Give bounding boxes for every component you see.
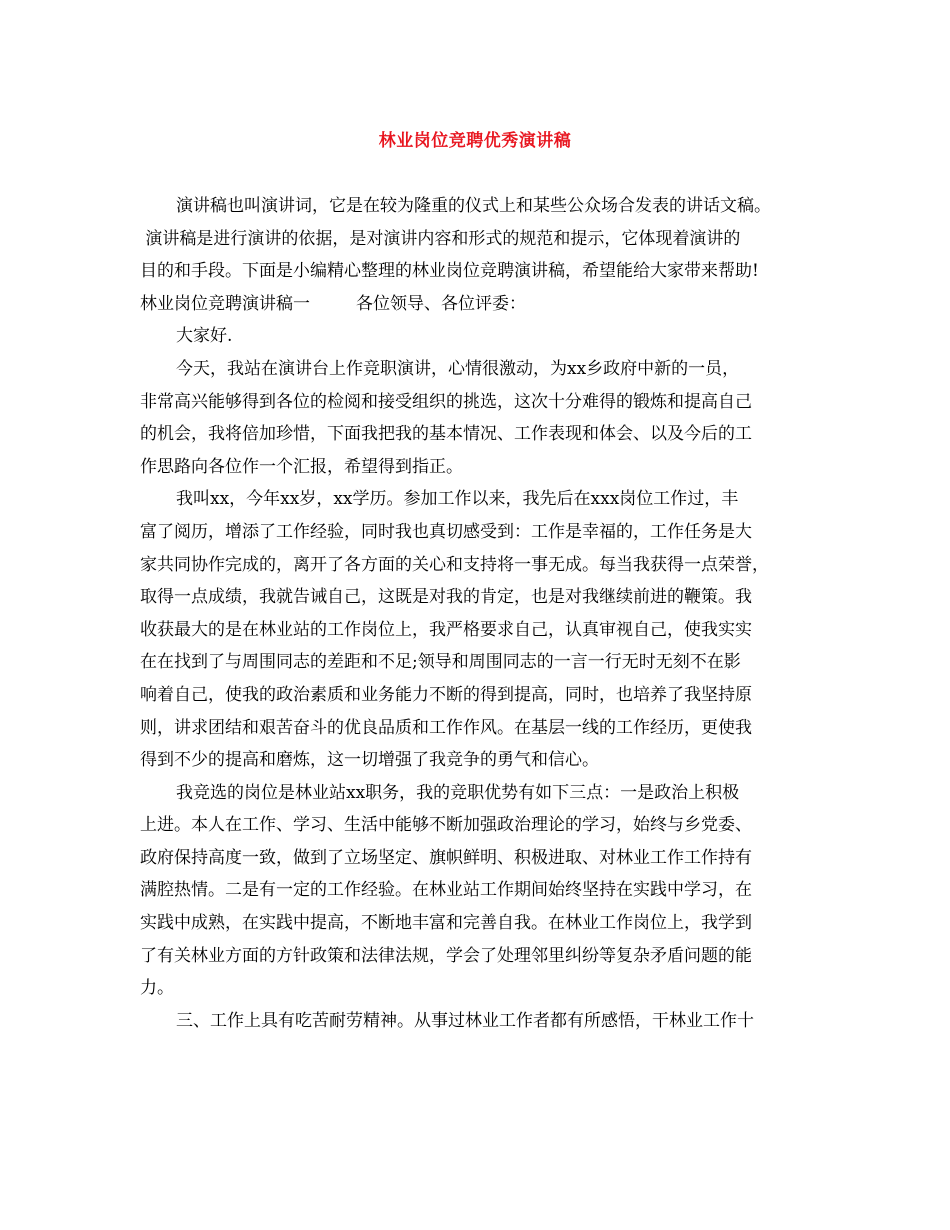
paragraph-line: 家共同协作完成的，离开了各方面的关心和支持将一事无成。每当我获得一点荣誉， bbox=[140, 554, 769, 575]
paragraph-line: 政府保持高度一致，做到了立场坚定、旗帜鲜明、积极进取、对林业工作工作持有 bbox=[140, 847, 752, 868]
paragraph-line: 三、工作上具有吃苦耐劳精神。从事过林业工作者都有所感悟，干林业工作十 bbox=[176, 1010, 754, 1031]
paragraph-line: 实践中成熟，在实践中提高，不断地丰富和完善自我。在林业工作岗位上，我学到 bbox=[140, 913, 752, 934]
paragraph-line: 满腔热情。二是有一定的工作经验。在林业站工作期间始终坚持在实践中学习，在 bbox=[140, 880, 752, 901]
paragraph-line: 目的和手段。下面是小编精心整理的林业岗位竞聘演讲稿，希望能给大家带来帮助! bbox=[140, 261, 759, 282]
paragraph-line: 富了阅历，增添了工作经验，同时我也真切感受到：工作是幸福的，工作任务是大 bbox=[140, 521, 752, 542]
paragraph-line: 的机会，我将倍加珍惜，下面我把我的基本情况、工作表现和体会、以及今后的工 bbox=[140, 424, 752, 445]
paragraph-line: 上进。本人在工作、学习、生活中能够不断加强政治理论的学习，始终与乡党委、 bbox=[140, 815, 752, 836]
salutation: 各位领导、各位评委： bbox=[356, 293, 526, 314]
paragraph-line bbox=[140, 288, 830, 321]
paragraph-line: 大家好. bbox=[176, 326, 233, 347]
paragraph-line: 响着自己，使我的政治素质和业务能力不断的得到提高，同时，也培养了我坚持原 bbox=[140, 684, 752, 705]
paragraph-line: 则，讲求团结和艰苦奋斗的优良品质和工作作风。在基层一线的工作经历，更使我 bbox=[140, 717, 752, 738]
paragraph-line: 取得一点成绩，我就告诫自己，这既是对我的肯定，也是对我继续前进的鞭策。我 bbox=[140, 587, 752, 608]
paragraph-line: 收获最大的是在林业站的工作岗位上，我严格要求自己，认真审视自己，使我实实 bbox=[140, 619, 752, 640]
paragraph-line: 得到不少的提高和磨炼，这一切增强了我竞争的勇气和信心。 bbox=[140, 750, 599, 771]
paragraph-line: 非常高兴能够得到各位的检阅和接受组织的挑选，这次十分难得的锻炼和提高自己 bbox=[140, 391, 752, 412]
paragraph-line: 了有关林业方面的方针政策和法律法规，学会了处理邻里纠纷等复杂矛盾问题的能 bbox=[140, 945, 752, 966]
section-heading: 林业岗位竞聘演讲稿一 bbox=[140, 293, 310, 314]
document-title: 林业岗位竞聘优秀演讲稿 bbox=[378, 131, 572, 151]
paragraph-line: 我竞选的岗位是林业站xx职务，我的竞职优势有如下三点：一是政治上积极 bbox=[176, 782, 740, 803]
paragraph-line: 力。 bbox=[140, 978, 174, 999]
paragraph-line: 演讲稿也叫演讲词，它是在较为隆重的仪式上和某些公众场合发表的讲话文稿。 bbox=[176, 196, 771, 216]
paragraph-line: 今天，我站在演讲台上作竞职演讲，心情很激动，为xx乡政府中新的一员， bbox=[176, 358, 740, 379]
paragraph-line: 我叫xx，今年xx岁，xx学历。参加工作以来，我先后在xxx岗位工作过，丰 bbox=[176, 489, 739, 510]
paragraph-line: 演讲稿是进行演讲的依据，是对演讲内容和形式的规范和提示，它体现着演讲的 bbox=[140, 228, 741, 249]
document-body bbox=[140, 190, 830, 1037]
paragraph-line: 在在找到了与周围同志的差距和不足;领导和周围同志的一言一行无时无刻不在影 bbox=[140, 652, 741, 673]
paragraph-line: 作思路向各位作一个汇报，希望得到指正。 bbox=[140, 456, 463, 477]
